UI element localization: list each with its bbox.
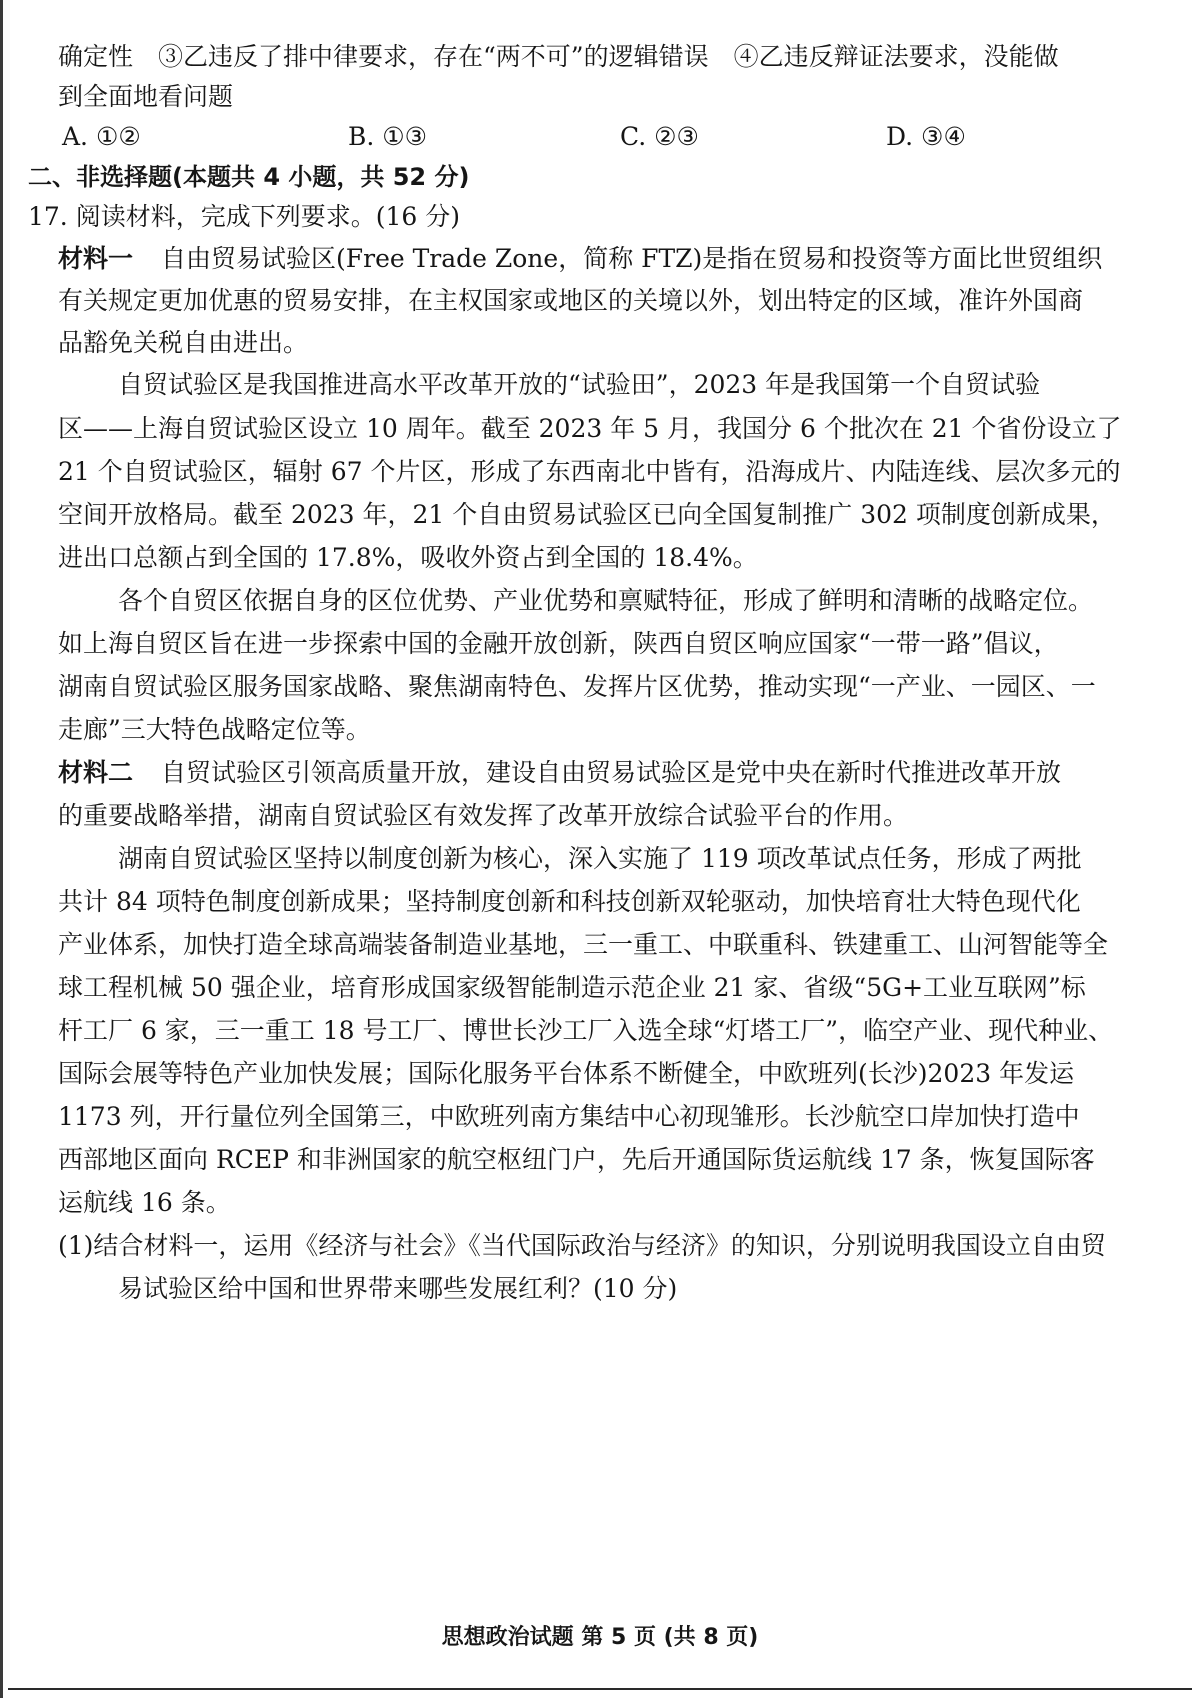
bottom-rule	[8, 1688, 1192, 1690]
material-2-line-8: 国际会展等特色产业加快发展；国际化服务平台体系不断健全，中欧班列(长沙)2023 年发运	[58, 1059, 1075, 1088]
prev-question-line-1: 确定性 ③乙违反了排中律要求，存在“两不可”的逻辑错误 ④乙违反辩证法要求，没能做	[58, 42, 1059, 71]
material-1-line-12: 走廊”三大特色战略定位等。	[58, 715, 371, 744]
page-footer: 思想政治试题 第 5 页 (共 8 页)	[441, 1625, 759, 1650]
choice-d: D. ③④	[886, 122, 966, 151]
material-2-line-7: 杆工厂 6 家，三一重工 18 号工厂、博世长沙工厂入选全球“灯塔工厂”，临空产业、现代种业、	[58, 1016, 1114, 1045]
material-2-line-10: 西部地区面向 RCEP 和非洲国家的航空枢纽门户，先后开通国际货运航线 17 条，恢复国际客	[58, 1145, 1095, 1174]
material-1-line-11: 湖南自贸试验区服务国家战略、聚焦湖南特色、发挥片区优势，推动实现“一产业、一园区、一	[58, 672, 1096, 701]
prev-question-line-2: 到全面地看问题	[58, 82, 234, 111]
material-1-line-5: 区——上海自贸试验区设立 10 周年。截至 2023 年 5 月，我国分 6 个批次在 21 个省份设立了	[58, 414, 1122, 443]
material-1-line-2: 有关规定更加优惠的贸易安排，在主权国家或地区的关境以外，划出特定的区域，准许外国商	[58, 286, 1084, 315]
material-2-text: 自贸试验区引领高质量开放，建设自由贸易试验区是党中央在新时代推进改革开放	[161, 758, 1062, 787]
material-2-line-2: 的重要战略举措，湖南自贸试验区有效发挥了改革开放综合试验平台的作用。	[58, 801, 909, 830]
material-1-line-8: 进出口总额占到全国的 17.8%，吸收外资占到全国的 18.4%。	[58, 543, 758, 572]
material-1-line-4: 自贸试验区是我国推进高水平改革开放的“试验田”，2023 年是我国第一个自贸试验	[118, 370, 1041, 399]
question-17-header: 17. 阅读材料，完成下列要求。(16 分)	[28, 202, 460, 231]
choice-b: B. ①③	[348, 122, 428, 151]
material-1-text: 自由贸易试验区(Free Trade Zone，简称 FTZ)是指在贸易和投资等方面比世贸组织	[161, 244, 1103, 273]
material-1-line-1	[58, 242, 1102, 276]
material-1-line-9: 各个自贸区依据自身的区位优势、产业优势和禀赋特征，形成了鲜明和清晰的战略定位。	[118, 586, 1094, 615]
material-1-line-3: 品豁免关税自由进出。	[58, 328, 309, 357]
material-2-line-11: 运航线 16 条。	[58, 1188, 231, 1217]
material-2-line-6: 球工程机械 50 强企业，培育形成国家级智能制造示范企业 21 家、省级“5G+工业互联网”标	[58, 973, 1086, 1002]
choice-a: A. ①②	[62, 122, 141, 151]
material-2-line-9: 1173 列，开行量位列全国第三，中欧班列南方集结中心初现雏形。长沙航空口岸加快打造中	[58, 1102, 1080, 1131]
sub-question-1-line-2: 易试验区给中国和世界带来哪些发展红利？(10 分)	[118, 1274, 678, 1303]
section-title: 二、非选择题(本题共 4 小题，共 52 分)	[28, 163, 470, 191]
material-2-line-3: 湖南自贸试验区坚持以制度创新为核心，深入实施了 119 项改革试点任务，形成了两批	[118, 844, 1082, 873]
material-1-label: 材料一	[58, 244, 134, 273]
material-1-line-6: 21 个自贸试验区，辐射 67 个片区，形成了东西南北中皆有，沿海成片、内陆连线、层次多元的	[58, 457, 1121, 486]
sub-question-1-line-1: (1)结合材料一，运用《经济与社会》《当代国际政治与经济》的知识，分别说明我国设立自由贸	[58, 1231, 1106, 1260]
scan-left-edge	[0, 0, 3, 1698]
material-2-label: 材料二	[58, 758, 134, 787]
material-1-line-7: 空间开放格局。截至 2023 年，21 个自由贸易试验区已向全国复制推广 302 项制度创新成果，	[58, 500, 1116, 529]
material-2-line-4: 共计 84 项特色制度创新成果；坚持制度创新和科技创新双轮驱动，加快培育壮大特色现代化	[58, 887, 1081, 916]
material-2-line-1	[58, 756, 1061, 790]
choice-c: C. ②③	[620, 122, 699, 151]
material-2-line-5: 产业体系，加快打造全球高端装备制造业基地，三一重工、中联重科、铁建重工、山河智能等全	[58, 930, 1109, 959]
material-1-line-10: 如上海自贸区旨在进一步探索中国的金融开放创新，陕西自贸区响应国家“一带一路”倡议，	[58, 629, 1059, 658]
